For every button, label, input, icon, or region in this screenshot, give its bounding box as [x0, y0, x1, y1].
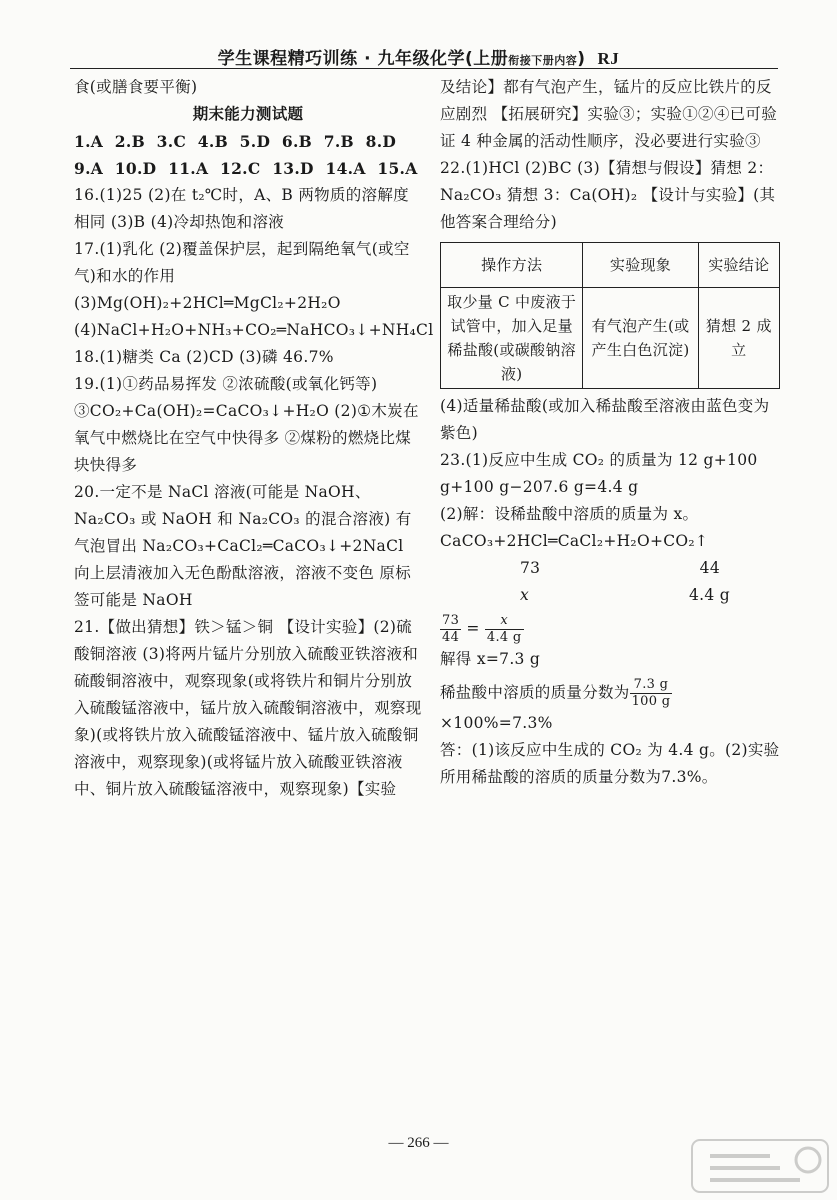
answers-row-2: 9.A 10.D 11.A 12.C 13.D 14.A 15.A: [74, 159, 418, 178]
table-header: 实验结论: [698, 243, 779, 288]
experiment-table: [440, 242, 780, 389]
ratio-left: $\frac{73}{44}$: [442, 613, 460, 645]
fraction-prefix: 稀盐酸中溶质的质量分数为: [440, 683, 630, 702]
equation-mass-row: [440, 555, 720, 582]
answer-19: 19.(1)①药品易挥发 ②浓硫酸(或氧化钙等) ③CO₂+Ca(OH)₂=CaCO₃↓+H₂O (2)①木炭在氧气中燃烧比在空气中快得多 ②煤粉的燃烧比煤块快得多: [74, 375, 419, 474]
answer-21-continued: 及结论】都有气泡产生，锰片的反应比铁片的反应剧烈 【拓展研究】实验③；实验①②④已可验证 4 种金属的活动性顺序，没必要进行实验③: [440, 78, 778, 150]
solve-line: 解得 x=7.3 g: [440, 650, 541, 668]
answer-22-4: (4)适量稀盐酸(或加入稀盐酸至溶液由蓝色变为紫色): [440, 397, 770, 442]
header-edition: RJ: [597, 49, 620, 68]
watermark-logo-icon: [690, 1138, 830, 1194]
answers-row-1: 1.A 2.B 3.C 4.B 5.D 6.B 7.B 8.D: [74, 132, 397, 151]
table-cell: 猜想 2 成立: [698, 288, 779, 389]
eq-value-73: 73: [520, 559, 541, 577]
ratio-right: $\frac{x}{4.4 g}$: [486, 613, 522, 645]
right-column: [440, 74, 782, 791]
table-row: [441, 288, 780, 389]
answer-20: 20.一定不是 NaCl 溶液(可能是 NaOH、Na₂CO₃ 或 NaOH 和 Na₂CO₃ 的混合溶液) 有气泡冒出 Na₂CO₃+CaCl₂═CaCO₃↓+2NaCl 向上层清液加入无色酚酞溶液，溶液不变色 原标签可能是 NaOH: [74, 483, 412, 609]
equation-unknown-row: [440, 582, 730, 609]
page-number: — 266 —: [388, 1135, 449, 1151]
left-line0: 食(或膳食要平衡): [74, 78, 198, 96]
answer-18: 18.(1)糖类 Ca (2)CD (3)磷 46.7%: [74, 348, 334, 366]
table-cell: 取少量 C 中废液于试管中，加入足量稀盐酸(或碳酸钠溶液): [441, 288, 583, 389]
eq-value-x: x: [520, 586, 530, 604]
final-answer: 答：(1)该反应中生成的 CO₂ 为 4.4 g。(2)实验所用稀盐酸的溶质的质量分数为7.3%。: [440, 741, 780, 786]
ratio-equals: =: [466, 619, 480, 638]
answer-16: 16.(1)25 (2)在 t₂℃时，A、B 两物质的溶解度相同 (3)B (4)冷却热饱和溶液: [74, 186, 409, 231]
table-cell: 有气泡产生(或产生白色沉淀): [583, 288, 698, 389]
answer-22: 22.(1)HCl (2)BC (3)【猜想与假设】猜想 2：Na₂CO₃ 猜想 3：Ca(OH)₂ 【设计与实验】(其他答案合理给分): [440, 159, 776, 231]
eq-value-44g: 4.4 g: [689, 586, 730, 604]
answer-21: 21.【做出猜想】铁＞锰＞铜 【设计实验】(2)硫酸铜溶液 (3)将两片锰片分别放入硫酸亚铁溶液和硫酸铜溶液中，观察现象(或将铁片和铜片分别放入硫酸锰溶液中，锰片放入硫酸铜溶液中，观察现象)(或将铁片放入硫酸锰溶液中、锰片放入硫酸铜溶液中，观察现象)(或将锰片放入硫酸亚铁溶液中、铜片放入硫酸锰溶液中，观察现象)【实验: [74, 618, 422, 798]
mass-fraction: $\frac{7.3 g}{100 g}$: [631, 677, 671, 709]
table-header: 实验现象: [583, 243, 698, 288]
section-title: 期末能力测试题: [192, 105, 304, 123]
eq-value-44: 44: [699, 559, 720, 577]
answer-23-2: (2)解：设稀盐酸中溶质的质量为 x。: [440, 505, 699, 523]
header-close: ): [577, 49, 586, 69]
ratio-line: [440, 613, 782, 646]
header-rule: [70, 68, 778, 69]
left-column: [74, 74, 434, 803]
header-title: 学生课程精巧训练 · 九年级化学(上册: [217, 49, 509, 69]
fraction-suffix: ×100%=7.3%: [440, 714, 553, 732]
table-header: 操作方法: [441, 243, 583, 288]
watermark-logo: [690, 1138, 830, 1194]
running-header: [0, 44, 837, 69]
answer-23-1: 23.(1)反应中生成 CO₂ 的质量为 12 g+100 g+100 g−207.6 g=4.4 g: [440, 451, 758, 496]
answer-17: 17.(1)乳化 (2)覆盖保护层，起到隔绝氧气(或空气)和水的作用 (3)Mg(OH)₂+2HCl═MgCl₂+2H₂O (4)NaCl+H₂O+NH₃+CO₂═NaHCO₃↓+NH₄Cl: [74, 240, 434, 339]
chemical-equation: CaCO₃+2HCl═CaCl₂+H₂O+CO₂↑: [440, 532, 709, 550]
fraction-line: [440, 677, 782, 737]
header-note: 衔接下册内容: [508, 54, 578, 67]
table-header-row: [441, 243, 780, 288]
